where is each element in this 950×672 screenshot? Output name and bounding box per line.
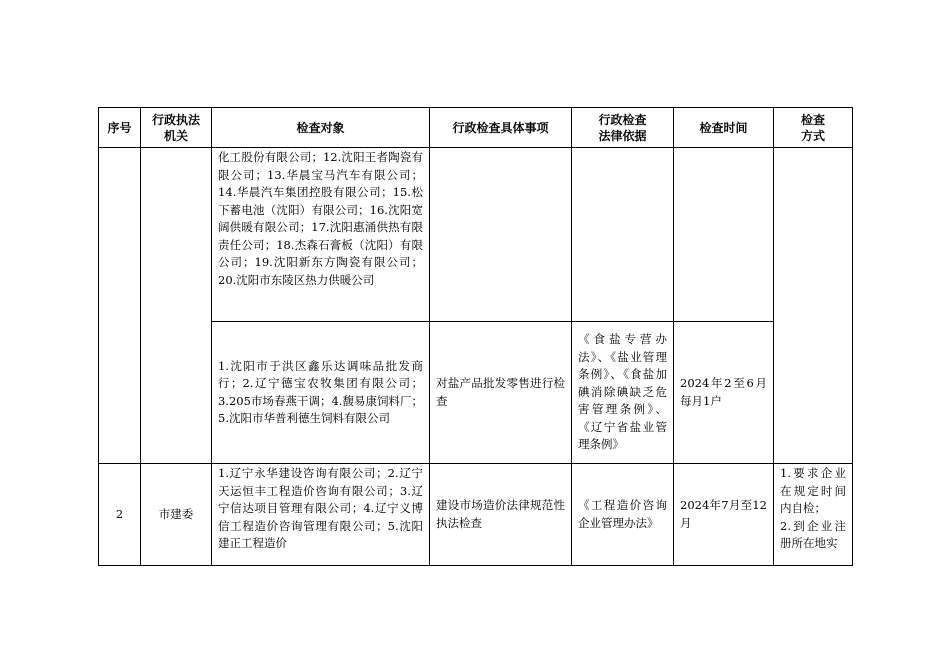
matter-cell: 对盐产品批发零售进行检查: [430, 322, 572, 464]
seq-cell: 2: [99, 464, 141, 566]
basis-cell: 《食盐专营办法》、《盐业管理条例》、《食盐加碘消除碘缺乏危害管理条例》、《辽宁省盐业管理条例》: [572, 322, 674, 464]
table-row: [99, 148, 853, 322]
basis-cell: 《工程造价咨询企业管理办法》: [572, 464, 674, 566]
header-basis: 行政检查 法律依据: [572, 108, 674, 148]
object-cell: 1.沈阳市于洪区鑫乐达调味品批发商行；2.辽宁德宝农牧集团有限公司；3.205市场春燕干调；4.馥易康饲料厂；5.沈阳市华普利德生饲料有限公司: [212, 322, 430, 464]
object-cell: 化工股份有限公司；12.沈阳王者陶瓷有限公司；13.华晨宝马汽车有限公司；14.华晨汽车集团控股有限公司；15.松下蓄电池（沈阳）有限公司；16.沈阳宽阔供暖有限公司；17.沈阳惠涌供热有限责任公司；18.杰森石膏板（沈阳）有限公司；19.沈阳新东方陶瓷有限公司；20.沈阳市东陵区热力供暖公司: [212, 148, 430, 322]
header-matter: 行政检查具体事项: [430, 108, 572, 148]
matter-cell-empty: [430, 148, 572, 322]
header-method: 检查 方式: [774, 108, 853, 148]
object-cell: 1.辽宁永华建设咨询有限公司；2.辽宁天运恒丰工程造价咨询有限公司；3.辽宁信达项目管理有限公司；4.辽宁义博信工程造价咨询管理有限公司；5.沈阳建正工程造价: [212, 464, 430, 566]
method-cell: 1.要求企业在规定时间内自检； 2.到企业注册所在地实: [774, 464, 853, 566]
table-row: [99, 322, 853, 464]
agency-cell: 市建委: [141, 464, 212, 566]
time-cell: 2024年7月至12月: [674, 464, 774, 566]
time-cell-empty: [674, 148, 774, 322]
agency-cell-empty: [141, 148, 212, 464]
basis-cell-empty: [572, 148, 674, 322]
method-cell-empty: [774, 148, 853, 464]
header-object: 检查对象: [212, 108, 430, 148]
header-agency: 行政执法 机关: [141, 108, 212, 148]
inspection-table: [98, 107, 853, 566]
seq-cell-empty: [99, 148, 141, 464]
time-cell: 2024年2至6月每月1户: [674, 322, 774, 464]
header-seq: 序号: [99, 108, 141, 148]
header-time: 检查时间: [674, 108, 774, 148]
matter-cell: 建设市场造价法律规范性执法检查: [430, 464, 572, 566]
table-header-row: [99, 108, 853, 148]
table-row: [99, 464, 853, 566]
